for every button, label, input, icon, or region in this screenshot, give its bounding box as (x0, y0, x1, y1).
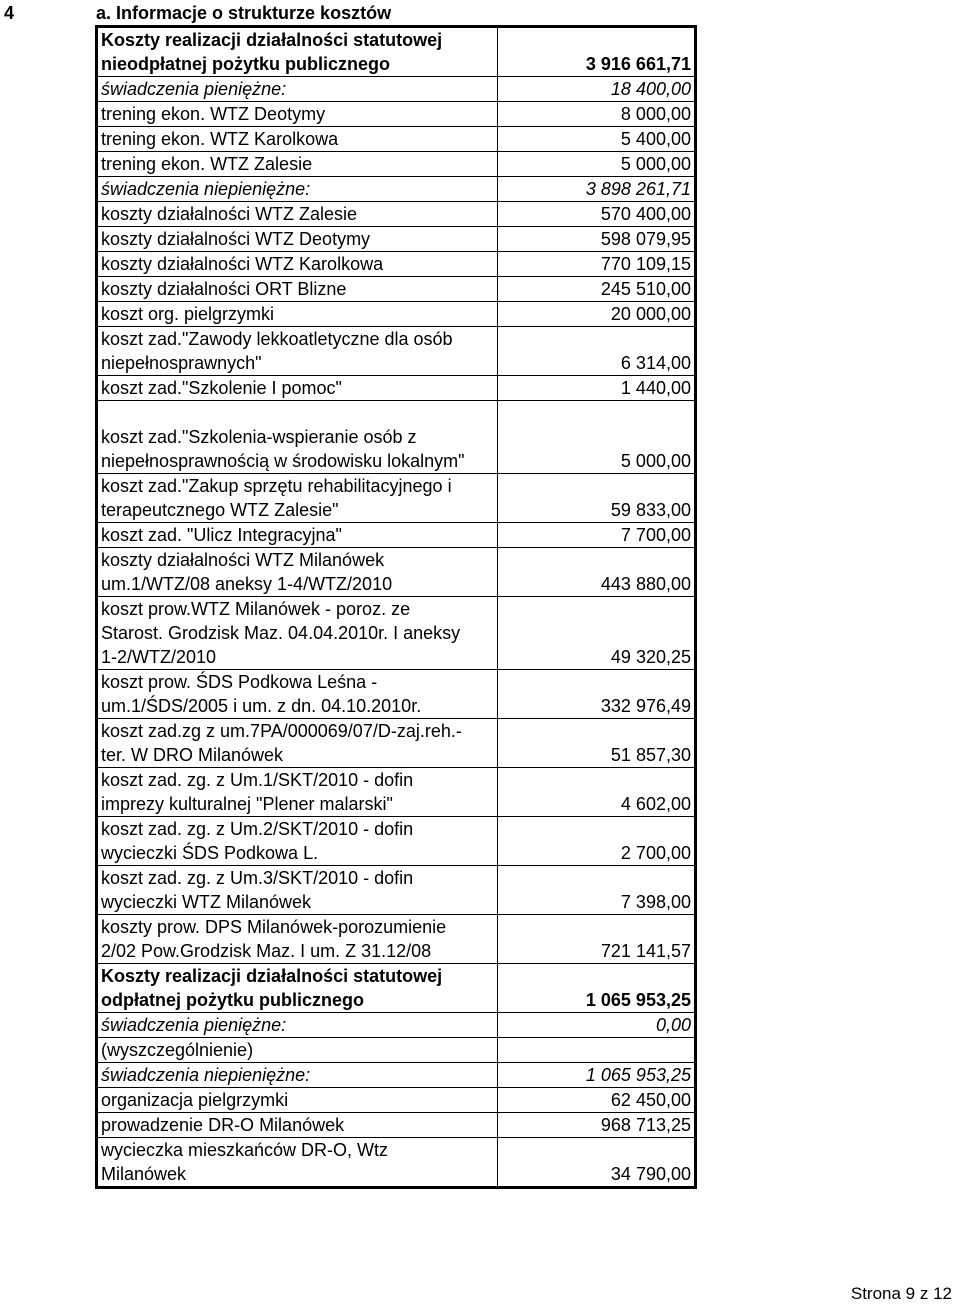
description-line: trening ekon. WTZ Zalesie (101, 154, 313, 174)
row-description (97, 1088, 498, 1113)
description-line: koszt zad. "Ulicz Integracyjna" (101, 525, 342, 545)
row-amount: 1 065 953,25 (498, 964, 696, 1013)
row-description (97, 915, 498, 964)
row-description (97, 152, 498, 177)
row-description (97, 523, 498, 548)
description-line: wycieczki ŚDS Podkowa L. (101, 843, 319, 863)
row-description (97, 719, 498, 768)
description-line: koszt zad."Szkolenia-wspieranie osób z (101, 427, 417, 447)
description-line: koszt org. pielgrzymki (101, 304, 275, 324)
table-row (97, 1013, 696, 1038)
table-row (97, 401, 696, 474)
description-line: 1-2/WTZ/2010 (101, 647, 217, 667)
description-line: terapeutcznego WTZ Zalesie" (101, 500, 339, 520)
table-row (97, 252, 696, 277)
row-amount: 6 314,00 (498, 327, 696, 376)
description-line: świadczenia pieniężne: (101, 79, 287, 99)
row-description (97, 77, 498, 102)
row-amount: 5 400,00 (498, 127, 696, 152)
description-line: ter. W DRO Milanówek (101, 745, 284, 765)
row-amount: 0,00 (498, 1013, 696, 1038)
description-line: niepełnosprawnych" (101, 353, 262, 373)
row-description (97, 1138, 498, 1188)
table-row (97, 227, 696, 252)
row-description (97, 277, 498, 302)
row-amount: 18 400,00 (498, 77, 696, 102)
description-line: świadczenia pieniężne: (101, 1015, 287, 1035)
row-description (97, 768, 498, 817)
table-row (97, 277, 696, 302)
row-amount: 770 109,15 (498, 252, 696, 277)
description-line: koszty działalności WTZ Zalesie (101, 204, 358, 224)
description-line: niepełnosprawnością w środowisku lokalnym" (101, 451, 465, 471)
row-amount: 8 000,00 (498, 102, 696, 127)
row-description (97, 1038, 498, 1063)
description-line: koszt zad. zg. z Um.1/SKT/2010 - dofin (101, 770, 414, 790)
row-amount: 34 790,00 (498, 1138, 696, 1188)
description-line: um.1/WTZ/08 aneksy 1-4/WTZ/2010 (101, 574, 393, 594)
description-line: trening ekon. WTZ Deotymy (101, 104, 326, 124)
description-line: koszty prow. DPS Milanówek-porozumienie (101, 917, 447, 937)
row-description (97, 252, 498, 277)
row-amount: 4 602,00 (498, 768, 696, 817)
table-row (97, 177, 696, 202)
description-line: świadczenia niepieniężne: (101, 1065, 311, 1085)
row-description (97, 327, 498, 376)
table-row (97, 77, 696, 102)
row-description (97, 177, 498, 202)
row-amount: 721 141,57 (498, 915, 696, 964)
row-amount: 570 400,00 (498, 202, 696, 227)
description-line: koszt prow.WTZ Milanówek - poroz. ze (101, 599, 411, 619)
description-line: Milanówek (101, 1164, 187, 1184)
row-description (97, 670, 498, 719)
description-line: wycieczka mieszkańców DR-O, Wtz (101, 1140, 389, 1160)
row-description (97, 548, 498, 597)
description-line: koszt zad."Zakup sprzętu rehabilitacyjnego i (101, 476, 452, 496)
description-line: świadczenia niepieniężne: (101, 179, 311, 199)
description-line: Starost. Grodzisk Maz. 04.04.2010r. I aneksy (101, 623, 461, 643)
row-description (97, 302, 498, 327)
table-row (97, 1138, 696, 1188)
description-line: nieodpłatnej pożytku publicznego (101, 54, 391, 74)
description-line: koszt zad. zg. z Um.3/SKT/2010 - dofin (101, 868, 414, 888)
description-line: koszty działalności ORT Blizne (101, 279, 347, 299)
row-description (97, 866, 498, 915)
description-line: prowadzenie DR-O Milanówek (101, 1115, 345, 1135)
description-line: koszty działalności WTZ Karolkowa (101, 254, 384, 274)
row-amount: 443 880,00 (498, 548, 696, 597)
row-description (97, 1063, 498, 1088)
table-row (97, 474, 696, 523)
row-amount: 332 976,49 (498, 670, 696, 719)
row-description (97, 964, 498, 1013)
row-amount: 1 065 953,25 (498, 1063, 696, 1088)
table-row (97, 27, 696, 77)
description-line (101, 401, 494, 425)
table-row (97, 102, 696, 127)
table-row (97, 302, 696, 327)
table-row (97, 1063, 696, 1088)
description-line: koszty działalności WTZ Milanówek (101, 550, 385, 570)
table-row (97, 202, 696, 227)
row-description (97, 474, 498, 523)
row-description (97, 1013, 498, 1038)
row-description (97, 817, 498, 866)
row-amount: 49 320,25 (498, 597, 696, 670)
description-line: koszt zad.zg z um.7PA/000069/07/D-zaj.reh.- (101, 721, 462, 741)
table-row (97, 152, 696, 177)
row-description (97, 597, 498, 670)
description-line: koszt zad."Szkolenie I pomoc" (101, 378, 342, 398)
row-amount: 7 700,00 (498, 523, 696, 548)
table-row (97, 768, 696, 817)
cost-table-body (97, 27, 696, 1188)
cost-structure-table (95, 25, 697, 1189)
description-line: koszt prow. ŚDS Podkowa Leśna - (101, 672, 378, 692)
table-row (97, 670, 696, 719)
row-description (97, 401, 498, 474)
table-row (97, 866, 696, 915)
row-amount: 968 713,25 (498, 1113, 696, 1138)
description-line: 2/02 Pow.Grodzisk Maz. I um. Z 31.12/08 (101, 941, 432, 961)
table-row (97, 1038, 696, 1063)
row-amount (498, 1038, 696, 1063)
row-amount: 62 450,00 (498, 1088, 696, 1113)
description-line: koszt zad. zg. z Um.2/SKT/2010 - dofin (101, 819, 414, 839)
row-amount: 598 079,95 (498, 227, 696, 252)
row-amount: 3 916 661,71 (498, 27, 696, 77)
section-number: 4 (4, 3, 15, 23)
section-title: a. Informacje o strukturze kosztów (96, 3, 392, 23)
table-row (97, 817, 696, 866)
page-footer: Strona 9 z 12 (850, 1284, 952, 1303)
table-row (97, 327, 696, 376)
row-description (97, 376, 498, 401)
table-row (97, 548, 696, 597)
row-amount: 3 898 261,71 (498, 177, 696, 202)
row-description (97, 27, 498, 77)
description-line: um.1/ŚDS/2005 i um. z dn. 04.10.2010r. (101, 696, 422, 716)
row-amount: 5 000,00 (498, 152, 696, 177)
description-line: Koszty realizacji działalności statutowej (101, 30, 443, 50)
row-description (97, 102, 498, 127)
description-line: koszt zad."Zawody lekkoatletyczne dla osób (101, 329, 453, 349)
row-amount: 5 000,00 (498, 401, 696, 474)
description-line: koszty działalności WTZ Deotymy (101, 229, 371, 249)
description-line: (wyszczególnienie) (101, 1040, 254, 1060)
description-line: organizacja pielgrzymki (101, 1090, 289, 1110)
table-row (97, 376, 696, 401)
description-line: trening ekon. WTZ Karolkowa (101, 129, 339, 149)
table-row (97, 719, 696, 768)
table-row (97, 597, 696, 670)
row-amount: 59 833,00 (498, 474, 696, 523)
row-amount: 51 857,30 (498, 719, 696, 768)
row-description (97, 202, 498, 227)
row-description (97, 127, 498, 152)
row-amount: 7 398,00 (498, 866, 696, 915)
table-row (97, 127, 696, 152)
table-row (97, 964, 696, 1013)
table-row (97, 915, 696, 964)
row-description (97, 227, 498, 252)
table-row (97, 1088, 696, 1113)
row-amount: 245 510,00 (498, 277, 696, 302)
description-line: Koszty realizacji działalności statutowej (101, 966, 443, 986)
table-row (97, 523, 696, 548)
row-description (97, 1113, 498, 1138)
table-row (97, 1113, 696, 1138)
row-amount: 1 440,00 (498, 376, 696, 401)
row-amount: 2 700,00 (498, 817, 696, 866)
description-line: odpłatnej pożytku publicznego (101, 990, 364, 1010)
description-line: wycieczki WTZ Milanówek (101, 892, 312, 912)
description-line: imprezy kulturalnej "Plener malarski" (101, 794, 393, 814)
row-amount: 20 000,00 (498, 302, 696, 327)
